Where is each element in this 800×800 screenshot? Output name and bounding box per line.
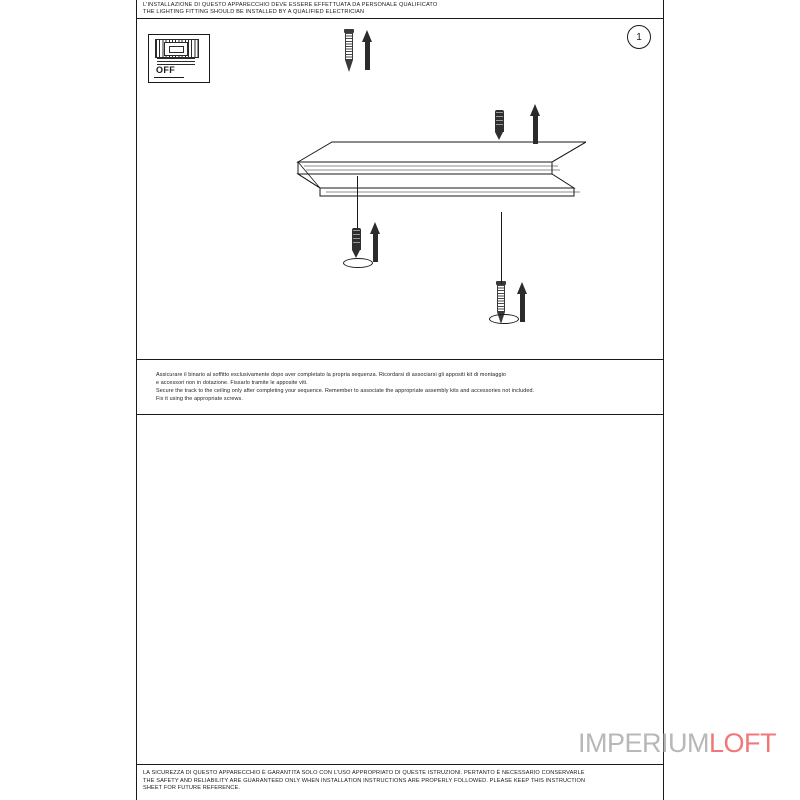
screw-top-left bbox=[345, 32, 353, 76]
arrow-up-icon-top-right bbox=[530, 104, 541, 144]
leader-line-bottom-middle bbox=[501, 212, 502, 284]
brand-logo bbox=[578, 728, 776, 759]
off-underline bbox=[154, 77, 184, 78]
header-warning bbox=[143, 2, 643, 17]
rule-header bbox=[136, 18, 664, 19]
footer-line-3: SHEET FOR FUTURE REFERENCE. bbox=[143, 785, 240, 792]
footer-line-2: THE SAFETY AND RELIABILITY ARE GUARANTEED ONLY WHEN INSTALLATION INSTRUCTIONS ARE PROPERLY FOLLOWED. PLEASE KEEP THIS INSTRUCTION bbox=[143, 777, 586, 784]
step-number-label: 1 bbox=[636, 31, 642, 43]
power-off-switch-pictogram bbox=[148, 34, 210, 83]
wall-plug-mid-left bbox=[352, 228, 361, 258]
footer-line-1: LA SICUREZZA DI QUESTO APPARECCHIO È GARANTITA SOLO CON L'USO APPROPRIATO DI QUESTE ISTRUZIONI. PERTANTO È NECESSARIO CONSERVARLE bbox=[143, 770, 585, 776]
brand-logo-loft: LOFT bbox=[708, 728, 776, 758]
note-en-line2: Fix it using the appropriate screws. bbox=[156, 395, 243, 402]
rule-note-bottom bbox=[136, 414, 664, 415]
off-label: OFF bbox=[156, 65, 176, 75]
installation-note bbox=[156, 372, 646, 404]
leader-line-mid-left bbox=[357, 176, 358, 228]
rule-note-top bbox=[136, 359, 664, 360]
switch-plate-icon bbox=[164, 42, 188, 56]
switch-illustration bbox=[155, 39, 197, 63]
switch-hatch-icon bbox=[155, 39, 199, 58]
arrow-up-icon-top-left bbox=[362, 30, 373, 70]
note-it-line2: e accessori non in dotazione. Fissarlo tramite le apposite viti. bbox=[156, 379, 308, 386]
header-warning-it: L'INSTALLAZIONE DI QUESTO APPARECCHIO DEVE ESSERE EFFETTUATA DA PERSONALE QUALIFICATO bbox=[143, 2, 438, 8]
rule-footer bbox=[136, 764, 664, 765]
arrow-up-icon-mid-left bbox=[370, 222, 381, 262]
footer-safety-notice bbox=[143, 770, 663, 793]
anchor-ellipse-bottom-middle bbox=[489, 314, 519, 324]
anchor-ellipse-mid-left bbox=[343, 258, 373, 268]
header-warning-en: THE LIGHTING FITTING SHOULD BE INSTALLED BY A QUALIFIED ELECTRICIAN bbox=[143, 9, 365, 16]
note-it-line1: Assicurare il binario al soffitto esclusivamente dopo aver completato la propria sequenza. Ricordarsi di associarsi gli appositi kit di montaggio bbox=[156, 372, 506, 378]
arrow-up-icon-bottom-middle bbox=[517, 282, 528, 322]
frame-left-border bbox=[136, 0, 137, 800]
frame-right-border bbox=[663, 0, 664, 800]
note-en-line1: Secure the track to the ceiling only after completing your sequence. Remember to associate the appropriate assembly kits and accessories not included. bbox=[156, 387, 535, 394]
step-number-badge bbox=[627, 25, 651, 49]
wall-plug-top-right bbox=[495, 110, 504, 140]
lighting-track-rail bbox=[286, 140, 586, 240]
brand-logo-imperium: IMPERIUM bbox=[577, 728, 709, 758]
